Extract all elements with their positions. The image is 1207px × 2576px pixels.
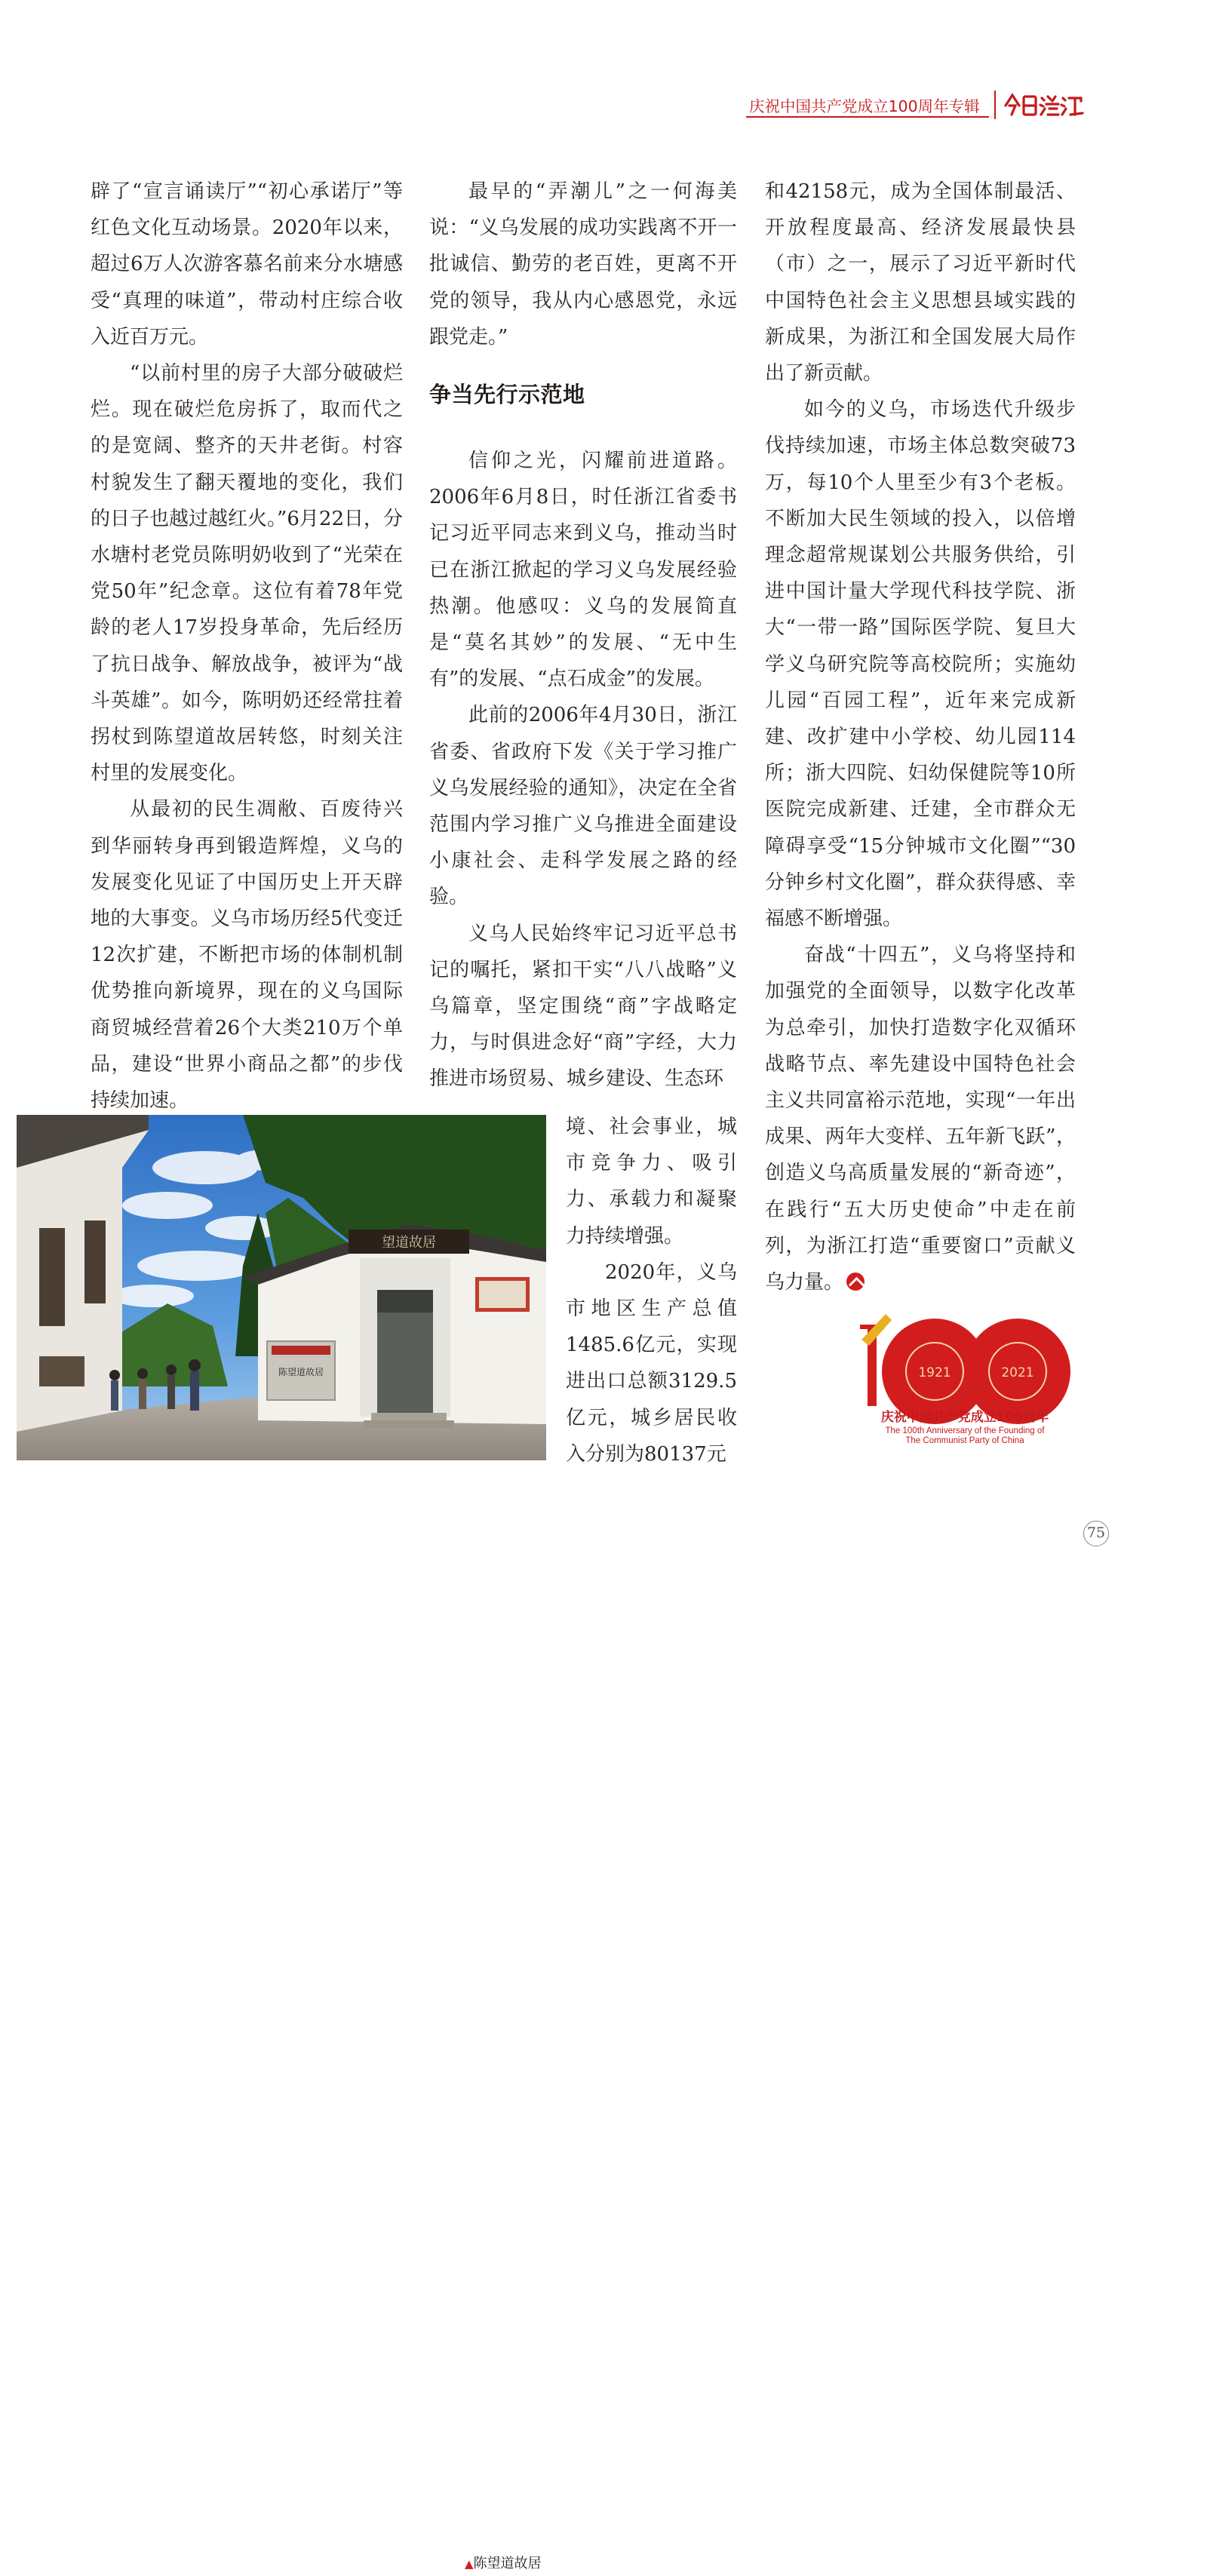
- header-divider: [994, 91, 996, 119]
- article-column-2-continued: [566, 1109, 737, 1472]
- caption-triangle-icon: ▲: [465, 2557, 474, 2571]
- article-column-1: [91, 173, 403, 1119]
- anniversary-title: 庆祝中国共产党成立100周年: [880, 1410, 1049, 1425]
- plaque-text: 陈望道故居: [278, 1367, 324, 1377]
- paragraph: 如今的义乌，市场迭代升级步伐持续加速，市场主体总数突破73万，每10个人里至少有3个老板。不断加大民生领域的投入，以倍增理念超常规谋划公共服务供给，引进中国计量大学现代科技学院、浙大“一带一路”国际医学院、复旦大学义乌研究院等高校院所；实施幼儿园“百园工程”，近年来完成新建、改扩建中小学校、幼儿园114所；浙大四院、妇幼保健院等10所医院完成新建、迁建，全市群众无障碍享受“15分钟城市文化圈”“30分钟乡村文化圈”，群众获得感、幸福感不断增强。: [765, 398, 1076, 931]
- paragraph-text: 奋战“十四五”，义乌将坚持和加强党的全面领导，以数字化改革为总牵引，加快打造数字化双循环战略节点、率先建设中国特色社会主义共同富裕示范地，实现“一年出成果、两年大变样、五年新飞跃”，创造义乌高质量发展的“新奇迹”，在践行“五大历史使命”中走在前列，为浙江打造“重要窗口”贡献义乌力量。: [765, 944, 1076, 1294]
- paragraph: “以前村里的房子大部分破破烂烂。现在破烂危房拆了，取而代之的是宽阔、整齐的天井老街。村容村貌发生了翻天覆地的变化，我们的日子也越过越红火。”6月22日，分水塘村老党员陈明奶收到了“光荣在党50年”纪念章。这位有着78年党龄的老人17岁投身革命，先后经历了抗日战争、解放战争，被评为“战斗英雄”。如今，陈明奶还经常拄着拐杖到陈望道故居转悠，时刻关注村里的发展变化。: [91, 362, 403, 785]
- anniversary-english-line-1: The 100th Anniversary of the Founding of: [885, 1426, 1045, 1435]
- anniversary-english-line-2: The Communist Party of China: [905, 1436, 1024, 1445]
- article-column-3: [765, 173, 1076, 1300]
- year-1921: 1921: [918, 1365, 951, 1380]
- section-title: 争当先行示范地: [429, 382, 585, 408]
- paragraph: 从最初的民生凋敝、百废待兴到华丽转身再到锻造辉煌，义乌的发展变化见证了中国历史上开天辟地的大事变。义乌市场历经5代变迁12次扩建，不断把市场的体制机制优势推向新境界，现在的义乌国际商贸城经营着26个大类210万个单品，建设“世界小商品之都”的步伐持续加速。: [91, 798, 403, 1113]
- end-mark-icon: [846, 1273, 865, 1291]
- paragraph: 境、社会事业，城市竞争力、吸引力、承载力和凝聚力持续增强。: [566, 1116, 737, 1248]
- paragraph: 最早的“弄潮儿”之一何海美说：“义乌发展的成功实践离不开一批诚信、勤劳的老百姓，更离不开党的领导，我从内心感恩党，永远跟党走。”: [429, 180, 737, 348]
- magazine-logo: [1003, 91, 1086, 118]
- paragraph: 2020年，义乌市地区生产总值1485.6亿元，实现进出口总额3129.5亿元，城乡居民收入分别为80137元: [566, 1260, 737, 1466]
- paragraph: 和42158元，成为全国体制最活、开放程度最高、经济发展最快县（市）之一，展示了习近平新时代中国特色社会主义思想县域实践的新成果，为浙江和全国发展大局作出了新贡献。: [765, 180, 1076, 385]
- paragraph: 义乌人民始终牢记习近平总书记的嘱托，紧扣干实“八八战略”义乌篇章，坚定围绕“商”字战略定力，与时俱进念好“商”字经，大力推进市场贸易、城乡建设、生态环: [429, 922, 737, 1091]
- photo-illustration: [17, 1115, 546, 1460]
- column-title: 庆祝中国共产党成立100周年专辑: [749, 97, 980, 115]
- paragraph: 辟了“宣言诵读厅”“初心承诺厅”等红色文化互动场景。2020年以来，超过6万人次游客慕名前来分水塘感受“真理的味道”，带动村庄综合收入近百万元。: [91, 180, 403, 348]
- article-column-2: [429, 173, 737, 1098]
- anniversary-english: [854, 1426, 1076, 1446]
- paragraph: 信仰之光，闪耀前进道路。2006年6月8日，时任浙江省委书记习近平同志来到义乌，推动当时已在浙江掀起的学习义乌发展经验热潮。他感叹：义乌的发展简直是“莫名其妙”的发展、“无中生有”的发展、“点石成金”的发展。: [429, 450, 737, 691]
- photo-caption: [460, 2552, 563, 2575]
- gate-signboard-text: 望道故居: [382, 1235, 436, 1251]
- column-title-underline: [746, 116, 989, 118]
- paragraph: [765, 937, 1076, 1300]
- photo-chen-wangdao-residence: [17, 1115, 546, 2571]
- paragraph: 此前的2006年4月30日，浙江省委、省政府下发《关于学习推广义乌发展经验的通知》，决定在全省范围内学习推广义乌推进全面建设小康社会、走科学发展之路的经验。: [429, 704, 737, 909]
- page-number: 75: [1083, 1521, 1109, 1546]
- caption-text: 陈望道故居: [473, 2556, 542, 2571]
- page-header: [743, 89, 1083, 122]
- year-2021: 2021: [1001, 1365, 1034, 1380]
